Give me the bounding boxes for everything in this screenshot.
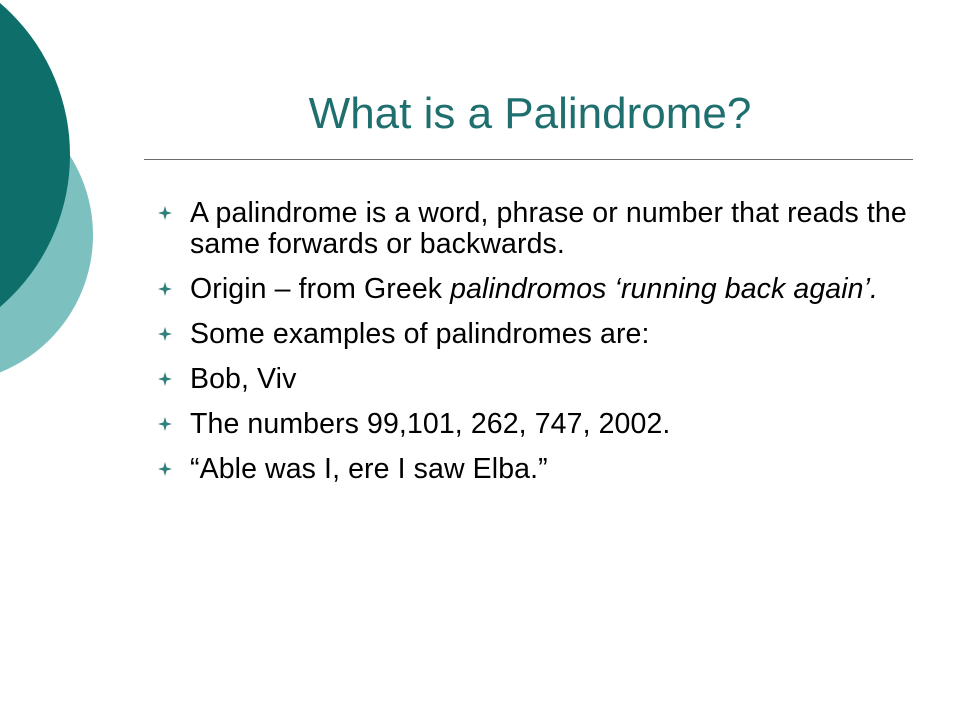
bullet-text: Bob, Viv: [190, 363, 297, 395]
bullet-item-examples-intro: [156, 319, 916, 350]
four-point-star-bullet-icon: [158, 372, 172, 386]
bullet-item-names: [156, 364, 916, 395]
four-point-star-bullet-icon: [158, 282, 172, 296]
bullet-text-italic: palindromos ‘running back again’.: [450, 273, 879, 305]
bullet-text: A palindrome is a word, phrase or number that reads the same forwards or backwards.: [190, 197, 907, 260]
four-point-star-bullet-icon: [158, 327, 172, 341]
bullet-text: Some examples of palindromes are:: [190, 318, 650, 350]
title-divider: [144, 159, 913, 160]
bullet-item-definition: [156, 198, 916, 260]
bullet-text: The numbers 99,101, 262, 747, 2002.: [190, 408, 671, 440]
four-point-star-bullet-icon: [158, 417, 172, 431]
four-point-star-bullet-icon: [158, 206, 172, 220]
decorative-circles: [0, 0, 110, 400]
four-point-star-bullet-icon: [158, 462, 172, 476]
bullet-item-numbers: [156, 409, 916, 440]
bullet-text: Origin – from Greek: [190, 273, 451, 305]
bullet-list: [156, 198, 916, 499]
bullet-item-origin: [156, 274, 916, 305]
slide-title: What is a Palindrome?: [308, 89, 752, 138]
bullet-item-phrase: [156, 454, 916, 485]
bullet-text: “Able was I, ere I saw Elba.”: [190, 453, 548, 485]
